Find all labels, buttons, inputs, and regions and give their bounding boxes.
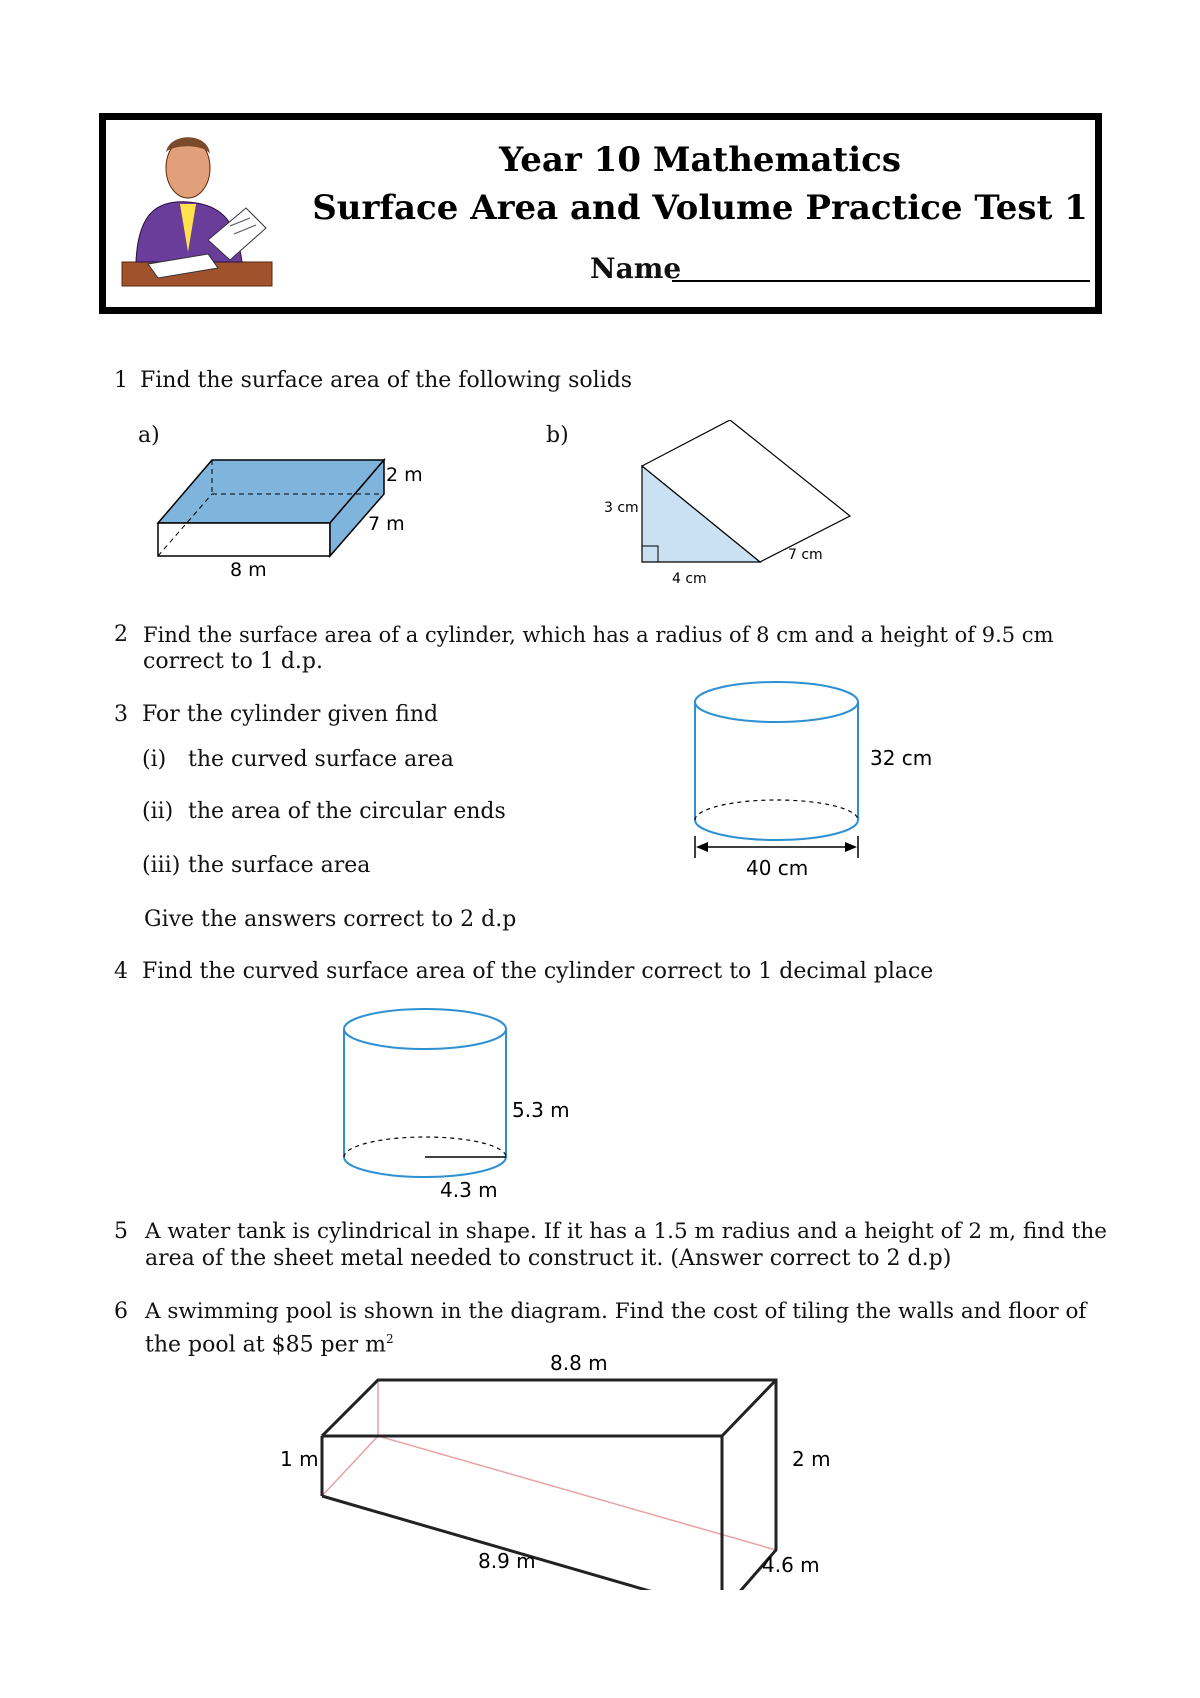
q4-cylinder-diagram xyxy=(340,1005,580,1205)
pool-floor-edge xyxy=(322,1496,722,1590)
q6-line-2-text: the pool at $85 per m xyxy=(145,1332,387,1358)
q6-width-label: 4.6 m xyxy=(762,1553,820,1577)
q1b-label: b) xyxy=(546,423,569,448)
q3-cylinder-diagram xyxy=(690,678,950,888)
prism-front-face xyxy=(158,523,330,556)
q1-text: Find the surface area of the following solids xyxy=(140,368,633,393)
q6-number: 6 xyxy=(114,1299,128,1324)
q3-part-i-text: the curved surface area xyxy=(188,747,454,772)
q6-pool-diagram xyxy=(270,1340,850,1590)
cylinder-top-ellipse xyxy=(344,1009,506,1049)
q3-part-i-number: (i) xyxy=(142,747,167,772)
q2-line-1: Find the surface area of a cylinder, which has a radius of 8 cm and a height of 9.5 cm xyxy=(143,623,1054,647)
cylinder-bottom-front xyxy=(344,1157,506,1177)
q1a-height-label: 2 m xyxy=(386,464,423,486)
name-label: Name xyxy=(590,252,682,285)
pool-top-right-edge xyxy=(722,1380,776,1436)
q3-part-ii-text: the area of the circular ends xyxy=(188,799,506,824)
title-line-2: Surface Area and Volume Practice Test 1 xyxy=(312,188,1088,228)
q3-part-iii-text: the surface area xyxy=(188,853,371,878)
q6-bottom-length-label: 8.9 m xyxy=(478,1549,536,1573)
q1a-width-label: 8 m xyxy=(230,559,267,581)
q3-part-iii-number: (iii) xyxy=(142,853,181,878)
dim-arrow-right xyxy=(845,842,857,852)
q4-number: 4 xyxy=(114,959,128,984)
q3-part-ii-number: (ii) xyxy=(142,799,174,824)
q1a-depth-label: 7 m xyxy=(368,513,405,535)
q4-height-label: 5.3 m xyxy=(512,1098,570,1122)
q1b-base-label: 4 cm xyxy=(672,571,707,587)
q5-number: 5 xyxy=(114,1219,128,1244)
hidden-floor-edge xyxy=(378,1436,776,1550)
q2-line-2: correct to 1 d.p. xyxy=(143,649,323,674)
q1-number: 1 xyxy=(114,368,128,393)
q2-number: 2 xyxy=(114,622,128,647)
cylinder-bottom-back xyxy=(695,800,858,820)
cylinder-bottom-front xyxy=(695,820,858,840)
q6-shallow-depth-label: 1 m xyxy=(280,1447,319,1471)
q1a-prism-diagram xyxy=(150,448,440,583)
q1b-side-label: 3 cm xyxy=(604,500,639,516)
q6-top-length-label: 8.8 m xyxy=(550,1351,608,1375)
q5-line-2: area of the sheet metal needed to construct it. (Answer correct to 2 d.p) xyxy=(145,1246,952,1271)
cylinder-bottom-back xyxy=(344,1137,506,1157)
hidden-edge xyxy=(322,1436,378,1496)
dim-arrow-left xyxy=(696,842,708,852)
name-input-line[interactable] xyxy=(672,280,1090,282)
title-line-1: Year 10 Mathematics xyxy=(498,140,902,180)
q6-line-1: A swimming pool is shown in the diagram. Find the cost of tiling the walls and floor of xyxy=(145,1299,1087,1324)
q1a-label: a) xyxy=(138,423,160,448)
q6-superscript: 2 xyxy=(386,1332,394,1346)
q3-height-label: 32 cm xyxy=(870,746,933,770)
q6-deep-depth-label: 2 m xyxy=(792,1447,831,1471)
q3-text: For the cylinder given find xyxy=(142,702,439,727)
q3-number: 3 xyxy=(114,702,128,727)
cylinder-top-ellipse xyxy=(695,682,858,722)
q3-diameter-label: 40 cm xyxy=(746,856,809,880)
teacher-clipart xyxy=(118,122,278,290)
q4-text: Find the curved surface area of the cylinder correct to 1 decimal place xyxy=(142,959,934,984)
q3-note: Give the answers correct to 2 d.p xyxy=(144,907,517,932)
q5-line-1: A water tank is cylindrical in shape. If it has a 1.5 m radius and a height of 2 m, find the xyxy=(145,1219,1107,1244)
q1b-prism-diagram xyxy=(600,420,860,590)
q4-radius-label: 4.3 m xyxy=(440,1178,498,1202)
q1b-length-label: 7 cm xyxy=(788,547,823,563)
